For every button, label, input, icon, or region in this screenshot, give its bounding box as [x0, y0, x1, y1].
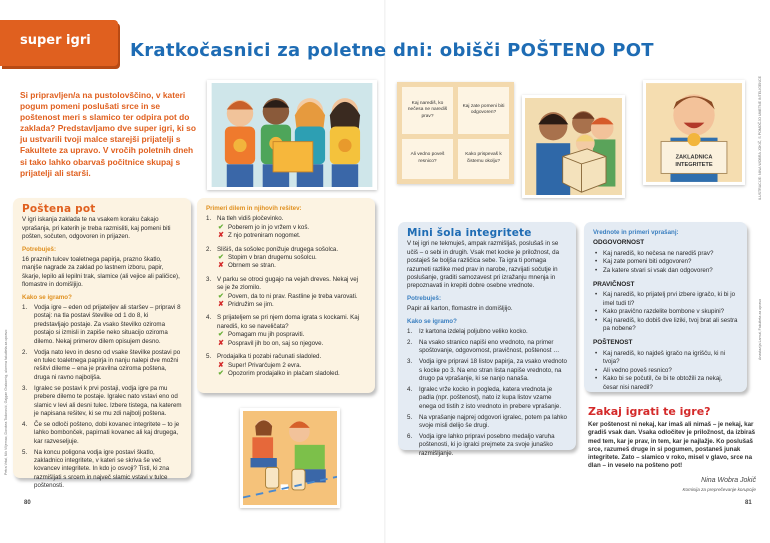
credits-illustrations: ILUSTRACIJE: NINA WOBRA JOKIČ, S POMOČJO UMETNE INTELIGENCE — [758, 75, 762, 200]
step-item: 2. Vodja nato levo in desno od vsake številke postavi po en tulec toaletnega papirja in nanju nalepi dve možni rešitvi dileme – ena je pravilna oziroma poštena, druga ni ravno najboljša. — [22, 348, 181, 381]
needs-heading: Potrebuješ: — [407, 294, 442, 302]
example-item: 5. Prodajalka ti pozabi računati sladoled. ✘ Super! Privarčujem 2 evra. ✔ Opozorim prodajalko in plačam sladoled. — [206, 353, 340, 377]
cross-icon: ✘ — [218, 232, 224, 240]
cross-icon: ✘ — [218, 361, 224, 369]
value-group-title: ODGOVORNOST — [593, 239, 645, 247]
page-spine — [384, 0, 386, 543]
page-number-right: 81 — [745, 500, 752, 506]
step-item: 2. Na vsako stranico napiši eno vrednoto, na primer spoštovanje, odgovornost, pravičnost, poštenost … — [407, 338, 560, 355]
value-questions: • Kaj narediš, ko najdeš igračo na igrišču, ki ni tvoja? • Ali vedno poveš resnico? • Kako bi se počutil, če bi te obtožili za nekaj, česar nisi naredil? — [593, 350, 738, 392]
postena-pot-card — [13, 198, 191, 490]
section-tag-label: super igri — [20, 33, 91, 48]
cross-icon: ✘ — [218, 262, 224, 270]
step-item: 3. Vodja igre pripravi 18 listov papirja, za vsako vrednoto s kocke po 3. Na eno stran lista napiše vrednoto, na drugo pa vprašanje, ki se nanjo nanaša. — [407, 358, 567, 383]
step-item: 6. Vodja igre lahko pripravi posebno medaljo varuha poštenosti, ki jo igralci prejmete za svoje junaško razmišljanje. — [407, 433, 555, 457]
needs-text: Papir ali karton, flomastre in domišljijo. — [407, 305, 513, 313]
values-heading: Vrednote in primeri vprašanj: — [593, 229, 679, 236]
question-card: Kako prispevaš k čistemu okolju? — [458, 139, 509, 179]
step-item: 4. Igralec vrže kocko in pogleda, katera vrednota je padla (npr. poštenost), nato iz kupa listov vzame enega od tistih z isto vrednoto in prebere vprašanje. — [407, 386, 562, 410]
howto-heading: Kako se igramo? — [22, 293, 72, 301]
question-card: Kaj narediš, ko nečesa ne narediš prav? — [402, 87, 453, 134]
why-play-title: Zakaj igrati te igre? — [588, 405, 711, 418]
svg-text:ZAKLADNICA: ZAKLADNICA — [675, 154, 713, 161]
kids-medals-illustration — [207, 80, 377, 190]
mini-sola-description: V tej igri ne tekmuješ, ampak razmišljaš, poslušaš in se učiš – o sebi in drugih. Vsak met kocke je priložnost, da postaješ še boljša različica sebe. Ta igra ti pomaga razumeti razlike med prav in narobe, razvijati sočutje in poslušanje, graditi samozavest pri izražanju mnenja in prepoznavati in krepiti dobre osebne vrednote. — [407, 240, 560, 290]
boy-treasure-box-illustration — [643, 80, 745, 185]
postena-pot-description: V igri iskanja zaklada te na vsakem koraku čakajo vprašanja, pri katerih je treba razmisliti, kaj pomeni biti pošten, sočuten, odgovoren in prijazen. — [22, 216, 171, 241]
postena-pot-title: Poštena pot — [22, 203, 96, 215]
question-card: Ali vedno poveš resnico? — [402, 139, 453, 179]
svg-text:INTEGRITETE: INTEGRITETE — [675, 161, 713, 168]
example-item: 2. Slišiš, da sošolec ponižuje drugega sošolca. ✔ Stopim v bran drugemu sošolcu. ✘ Obrnem se stran. — [206, 245, 339, 270]
question-card: Kaj zate pomeni biti odgovoren? — [458, 87, 509, 134]
mini-sola-steps — [407, 328, 567, 458]
postena-pot-steps — [22, 304, 182, 491]
why-play-text: Ker poštenost ni nekaj, kar imaš ali nimaš – je nekaj, kar gradiš vsak dan. Vsaka odločitev je priložnost, da izbiraš med tem, kar je prav, in tem, kar je najlažje. Ko poslušaš srce, razumeš druge in si pogumen, postaneš junak integritete. Zato – slamico v roko, misel v glavo, srce na dlan – in veselo na pošteno pot! — [588, 421, 756, 470]
value-group-title: POŠTENOST — [593, 339, 633, 347]
page-title: Kratkočasnici za poletne dni: obišči POŠTENO POT — [130, 40, 654, 61]
cross-icon: ✘ — [218, 301, 224, 309]
step-item: 1. Vodja igre – eden od prijateljev ali staršev – pripravi 8 postaj: na tla postavi številke od 1 do 8, ki predstavljajo postaje. Za vsako številko oziroma postajo si izmisli in zapiše neko situacijo oziroma dilemo. Nekaj primerov dilem opisujem desno. — [22, 304, 181, 345]
step-item: 4. Če se odloči pošteno, dobi kovanec integritete – to je lahko bombonček, papirnati kovanec ali kaj drugega, kar razveseljuje. — [22, 420, 180, 445]
examples-card — [197, 198, 375, 393]
kids-game-image — [243, 411, 337, 505]
mini-sola-title: Mini šola integritete — [407, 227, 532, 239]
kids-medals-image — [210, 83, 374, 187]
value-questions: • Kaj narediš, ko nečesa ne narediš prav? • Kaj zate pomeni biti odgovoren? • Za katere stvari si vsak dan odgovoren? — [593, 250, 738, 275]
value-questions: • Kaj narediš, ko prijatelj prvi izbere igračo, ki bi jo imel tudi ti? • Kako pravično razdelite bombone v skupini? • Kaj narediš, ko dobiš dve liziki, tvoj brat ali sestra pa nobene? — [593, 291, 738, 333]
needs-heading: Potrebuješ: — [22, 245, 57, 253]
signature — [682, 477, 756, 492]
howto-heading: Kako se igramo? — [407, 317, 457, 325]
why-play-section — [588, 405, 763, 471]
kids-cube-illustration — [522, 95, 625, 198]
example-item: 4. S prijateljem se pri njem doma igrata s kockami. Kaj narediš, ko se naveličata? ✔ Pomagam mu jih pospraviti. ✘ Pospravil jih bo on, saj so njegove. — [206, 314, 360, 347]
values-card — [584, 222, 747, 392]
value-group-title: PRAVIČNOST — [593, 281, 635, 289]
credits-left: Petra Vrtal, Nik Viljemac, Dorotea Todorović, Gajgan Grabornig, ulomna fakulteta za upravo — [4, 329, 8, 475]
step-item: 5. Na vprašanje najprej odgovori igralec, potem pa lahko svoje misli delijo še drugi. — [407, 413, 567, 430]
check-icon: ✔ — [218, 369, 224, 377]
check-icon: ✔ — [218, 223, 224, 231]
author-org: Komisija za preprečevanje korupcije — [682, 487, 756, 492]
kids-cube-image — [525, 98, 622, 195]
needs-text: 16 praznih tulcev toaletnega papirja, prazno škatlo, manjše nagrade za zaklad po lastnem izboru, papir, škarje, lepilo ali lepilni trak, slamice (ali vejice ali paličice), flomastre in domišljijo. — [22, 256, 180, 289]
kids-game-illustration — [240, 408, 340, 508]
boy-box-image — [646, 83, 742, 182]
check-icon: ✔ — [218, 254, 224, 262]
page-number-left: 80 — [24, 500, 31, 506]
cross-icon: ✘ — [218, 339, 224, 347]
step-item: 5. Na koncu poligona vodja igre postavi škatlo, zakladnico integritete, v kateri se skriva še več kovancev integritete. In kdo jo osvoji? Tisti, ki zna razmišljati s srcem in največ slamic vstavi v tulce poštenosti. — [22, 448, 170, 490]
mini-sola-card — [398, 222, 576, 457]
check-icon: ✔ — [218, 292, 224, 300]
credits-right: Anastazija Lamut, Fakulteta za upravo — [758, 298, 762, 360]
question-cards-image — [397, 82, 514, 184]
step-item: 3. Igralec se postavi k prvi postaji, vodja igre pa mu prebere dilemo te postaje. Igralec nato vstavi eno od slamic v levi ali desni tulec. Izbere tistega, na katerem je napisana rešitev, ki se mu zdi najbolj poštena. — [22, 384, 182, 417]
examples-heading: Primeri dilem in njihovih rešitev: — [206, 205, 302, 212]
check-icon: ✔ — [218, 331, 224, 339]
example-item: 1. Na tleh vidiš pločevinko. ✔ Poberem jo in jo vržem v koš. ✘ Z njo potreniram nogomet. — [206, 215, 310, 240]
example-item: 3. V parku se otroci gugajo na vejah dreves. Nekaj vej se je že zlomilo. ✔ Povem, da to ni prav. Rastline je treba varovati. ✘ Pridružim se jim. — [206, 275, 359, 309]
step-item: 1. Iz kartona izdelaj poljubno veliko kocko. — [407, 328, 528, 336]
section-tag — [0, 20, 118, 66]
author-name: Nina Wobra Jokič — [701, 477, 756, 484]
intro-text: Si pripravljen/a na pustolovščino, v kateri pogum pomeni poslušati srce in se poštenost meri s slamico ter odpira pot do zaklada? Predstavljamo dve super igri, ki so ju ustvarili tvoji malce starejši prijatelji s Fakultete za upravo. V vročih poletnih dneh si tako lahko obarvaš počitnice skupaj s prijatelji ali starši. — [20, 90, 196, 178]
